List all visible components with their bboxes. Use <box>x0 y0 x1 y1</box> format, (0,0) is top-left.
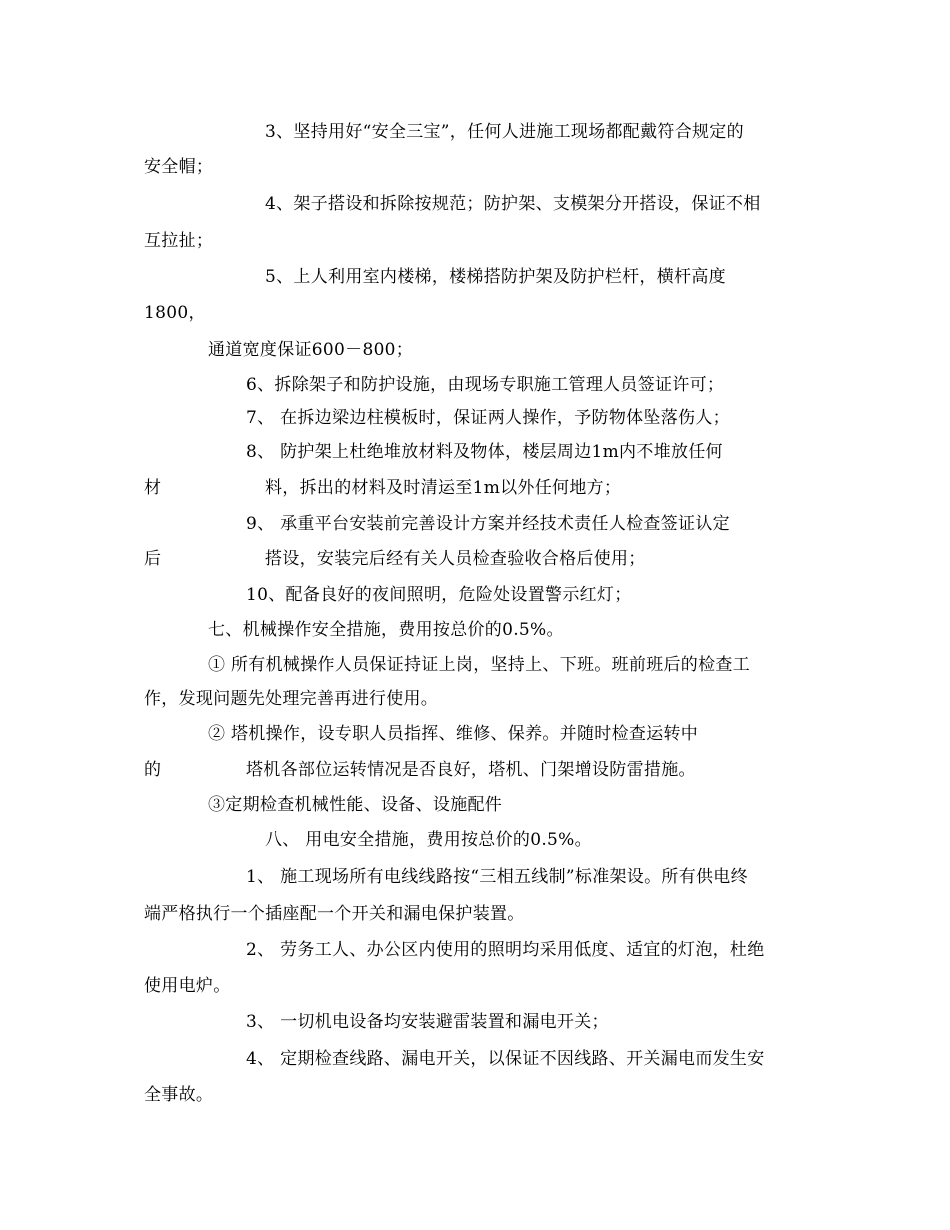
text-line-4: 互拉扯； <box>144 231 214 251</box>
text-line-12: 料，拆出的材料及时清运至1m以外任何地方； <box>265 478 622 498</box>
text-line-29: 3、 一切机电设备均安装避雷装置和漏电开关； <box>246 1012 609 1032</box>
text-line-1: 3、坚持用好“安全三宝”，任何人进施工现场都配戴符合规定的 <box>265 122 744 142</box>
text-line-19: 作，发现问题先处理完善再进行使用。 <box>144 689 439 709</box>
text-line-27: 2、 劳务工人、办公区内使用的照明均采用低度、适宜的灯泡，杜绝 <box>246 940 765 960</box>
text-line-7: 通道宽度保证600－800； <box>208 340 414 360</box>
text-line-30: 4、 定期检查线路、漏电开关，以保证不因线路、开关漏电而发生安 <box>246 1049 765 1069</box>
text-line-31: 全事故。 <box>144 1085 214 1105</box>
text-line-21: 的 <box>144 760 162 780</box>
text-line-3: 4、架子搭设和拆除按规范；防护架、支模架分开搭设，保证不相 <box>265 194 761 214</box>
text-line-24: 八、 用电安全措施，费用按总价的0.5%。 <box>265 830 592 850</box>
text-line-16: 10、配备良好的夜间照明，危险处设置警示红灯； <box>246 585 632 605</box>
text-line-22: 塔机各部位运转情况是否良好，塔机、门架增设防雷措施。 <box>246 760 696 780</box>
text-line-13: 9、 承重平台安装前完善设计方案并经技术责任人检查签证认定 <box>246 514 730 534</box>
text-line-26: 端严格执行一个插座配一个开关和漏电保护装置。 <box>144 904 525 924</box>
text-line-8: 6、拆除架子和防护设施，由现场专职施工管理人员签证许可； <box>246 375 725 395</box>
text-line-9: 7、 在拆边梁边柱模板时，保证两人操作，予防物体坠落伤人； <box>246 408 730 428</box>
text-line-11: 材 <box>144 478 162 498</box>
text-line-23: ③定期检查机械性能、设备、设施配件 <box>208 795 503 815</box>
text-line-15: 搭设，安装完后经有关人员检查验收合格后使用； <box>265 549 646 569</box>
text-line-28: 使用电炉。 <box>144 976 231 996</box>
text-line-6: 1800， <box>144 303 206 323</box>
text-line-25: 1、 施工现场所有电线线路按“三相五线制”标准架设。所有供电终 <box>246 867 748 887</box>
text-line-20: ② 塔机操作，设专职人员指挥、维修、保养。并随时检查运转中 <box>208 724 699 744</box>
text-line-18: ① 所有机械操作人员保证持证上岗，坚持上、下班。班前班后的检查工 <box>208 655 751 675</box>
text-line-5: 5、上人利用室内楼梯，楼梯搭防护架及防护栏杆，横杆高度 <box>265 267 726 287</box>
text-line-14: 后 <box>144 549 162 569</box>
text-line-17: 七、机械操作安全措施，费用按总价的0.5%。 <box>208 620 564 640</box>
text-line-2: 安全帽； <box>144 157 214 177</box>
text-line-10: 8、 防护架上杜绝堆放材料及物体，楼层周边1m内不堆放任何 <box>246 442 723 462</box>
